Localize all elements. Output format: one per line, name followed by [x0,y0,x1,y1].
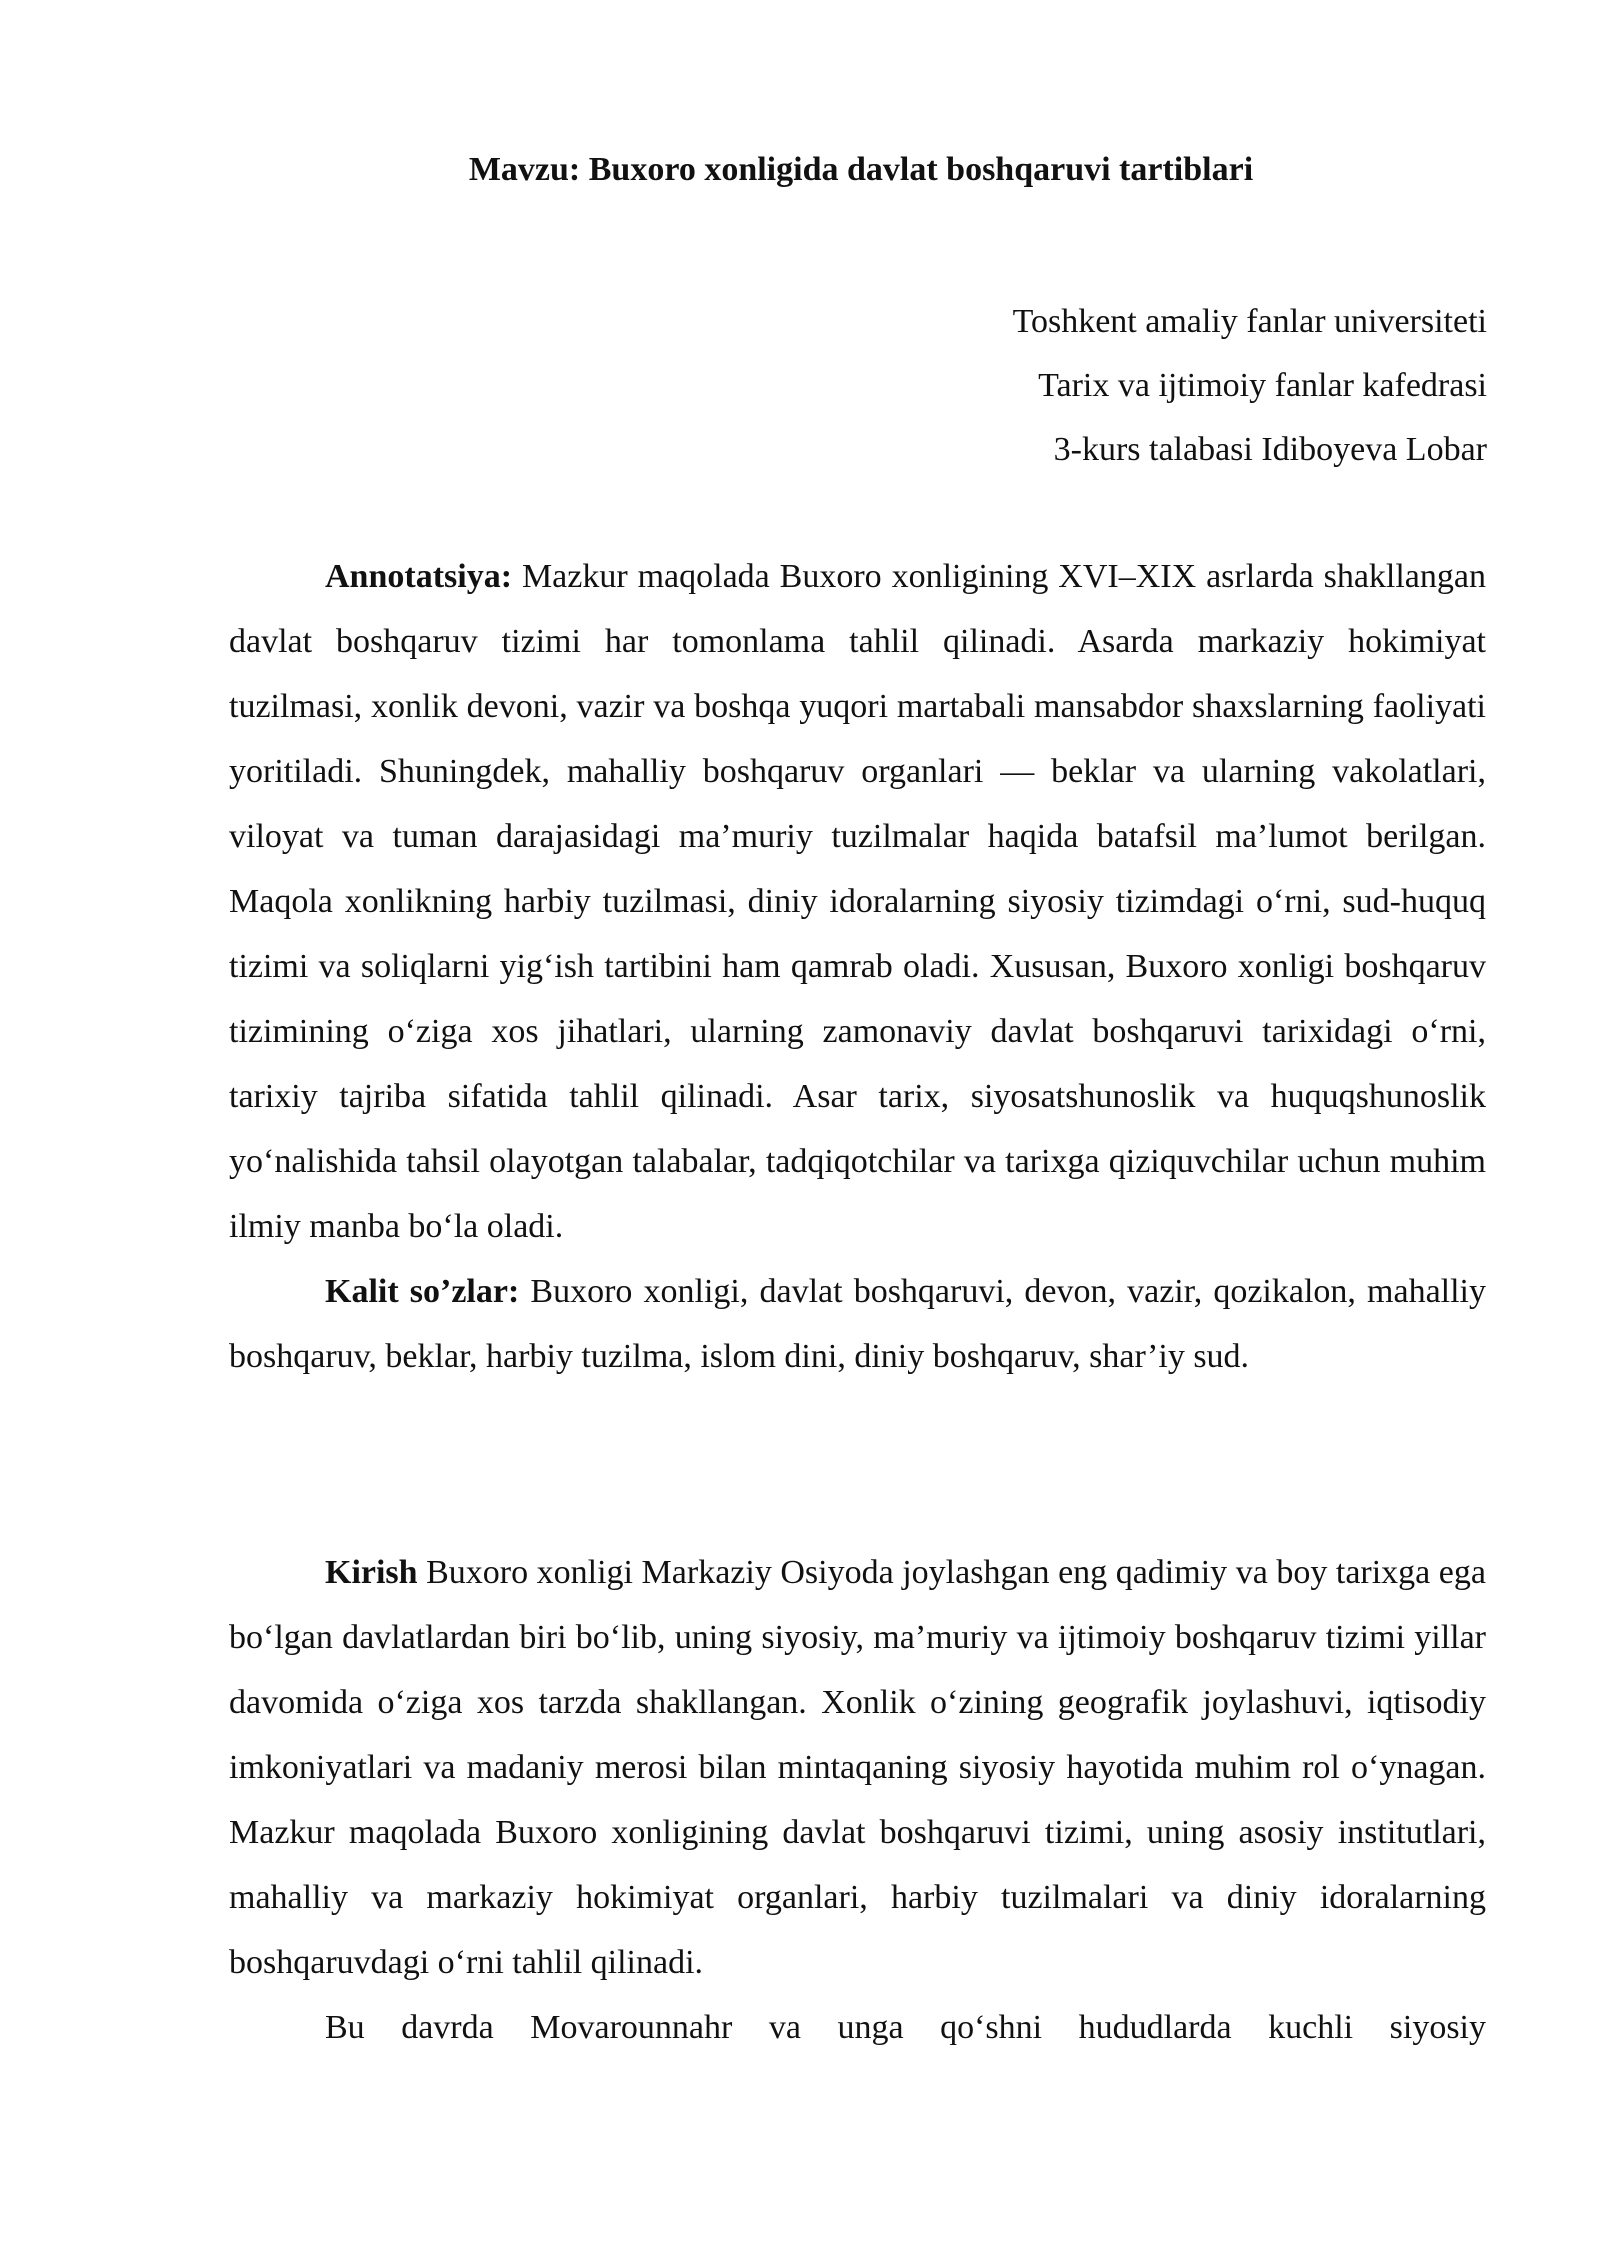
abstract-text: Mazkur maqolada Buxoro xonligining XVI–XIX asrlarda shakllangan davlat boshqaruv tizimi har tomonlama tahlil qilinadi. Asarda markaziy hokimiyat tuzilmasi, xonlik devoni, vazir va boshqa yuqori martabali mansabdor shaxslarning faoliyati yoritiladi. Shuningdek, mahalliy boshqaruv organlari — beklar va ularning vakolatlari, viloyat va tuman darajasidagi ma’muriy tuzilmalar haqida batafsil ma’lumot berilgan. Maqola xonlikning harbiy tuzilmasi, diniy idoralarning siyosiy tizimdagi o‘rni, sud-huquq tizimi va soliqlarni yig‘ish tartibini ham qamrab oladi. Xususan, Buxoro xonligi boshqaruv tizimining o‘ziga xos jihatlari, ularning zamonaviy davlat boshqaruvi tarixidagi o‘rni, tarixiy tajriba sifatida tahlil qilinadi. Asar tarix, siyosatshunoslik va huquqshunoslik yo‘nalishida tahsil olayotgan talabalar, tadqiqotchilar va tarixga qiziquvchilar uchun muhim ilmiy manba bo‘la oladi. [229,558,1486,1245]
department-name: Tarix va ijtimoiy fanlar kafedrasi [1038,367,1487,404]
next-paragraph-start: Bu davrda Movarounnahr va unga qo‘shni hududlarda kuchli siyosiy [325,2009,1486,2046]
introduction-label: Kirish [325,1554,418,1591]
author-name: 3-kurs talabasi Idiboyeva Lobar [1053,431,1487,468]
abstract-paragraph [229,544,1486,1259]
introduction-section [229,1540,1486,2060]
paper-title: Mavzu: Buxoro xonligida davlat boshqaruvi tartiblari [468,151,1254,188]
introduction-paragraph [229,1540,1486,1995]
author-affiliation [1013,290,1487,482]
keywords-paragraph [229,1259,1486,1389]
introduction-text: Buxoro xonligi Markaziy Osiyoda joylashgan eng qadimiy va boy tarixga ega bo‘lgan davlatlardan biri bo‘lib, uning siyosiy, ma’muriy va ijtimoiy boshqaruv tizimi yillar davomida o‘ziga xos tarzda shakllangan. Xonlik o‘zining geografik joylashuvi, iqtisodiy imkoniyatlari va madaniy merosi bilan mintaqaning siyosiy hayotida muhim rol o‘ynagan. Mazkur maqolada Buxoro xonligining davlat boshqaruvi tizimi, uning asosiy institutlari, mahalliy va markaziy hokimiyat organlari, harbiy tuzilmalari va diniy idoralarning boshqaruvdagi o‘rni tahlil qilinadi. [229,1554,1486,1981]
keywords-label: Kalit so’zlar: [325,1273,520,1310]
university-name: Toshkent amaliy fanlar universiteti [1012,303,1487,340]
keywords-text: Buxoro xonligi, davlat boshqaruvi, devon, vazir, qozikalon, mahalliy boshqaruv, beklar, harbiy tuzilma, islom dini, diniy boshqaruv, shar’iy sud. [229,1273,1486,1375]
abstract-label: Annotatsiya: [325,558,513,595]
abstract-section [229,544,1486,1389]
